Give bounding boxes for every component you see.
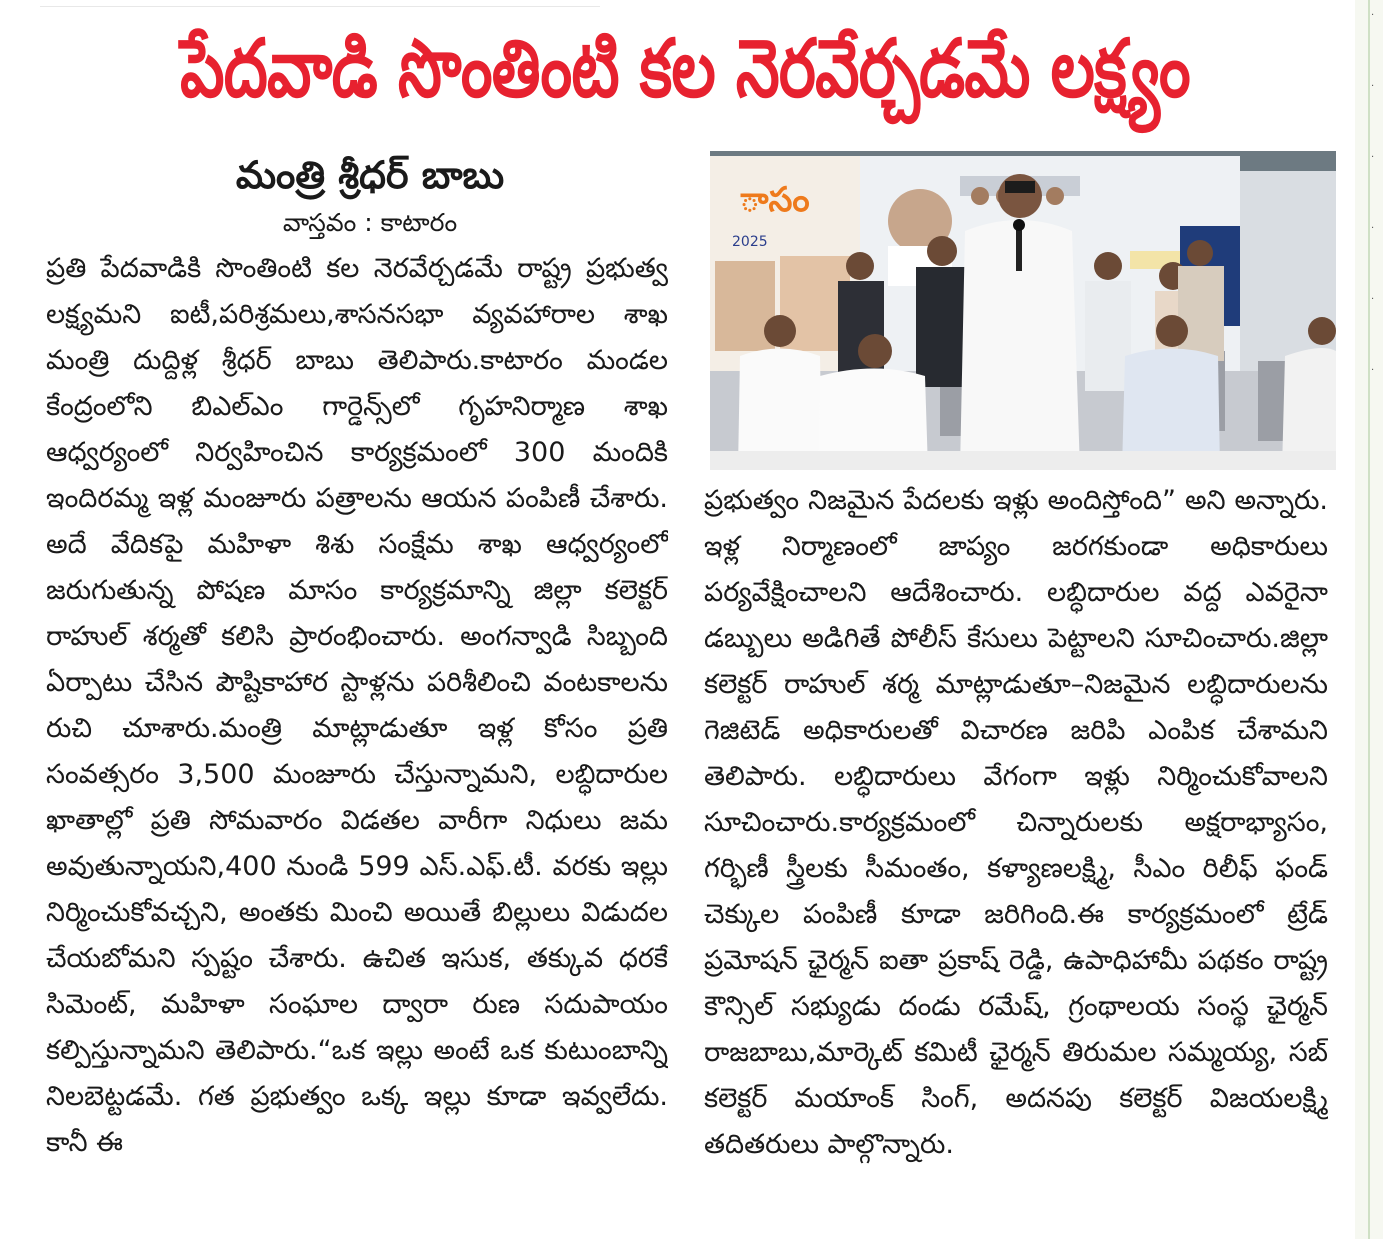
body-paragraph-left: ప్రతి పేదవాడికి సొంతింటి కల నెరవేర్చడమే రాష్ట్ర ప్రభుత్వ లక్ష్యమని ఐటీ,పరిశ్రమలు,శాసనసభా వ్యవహారాల శాఖ మంత్రి దుద్దిళ్ల శ్రీధర్ బాబు తెలిపారు.కాటారం మండల కేంద్రంలోని బిఎల్ఎం గార్డెన్స్‌లో గృహనిర్మాణ శాఖ ఆధ్వర్యంలో నిర్వహించిన కార్యక్రమంలో 300 మందికి ఇందిరమ్మ ఇళ్ల మంజూరు పత్రాలను ఆయన పంపిణీ చేశారు. అదే వేదికపై మహిళా శిశు సంక్షేమ శాఖ ఆధ్వర్యంలో జరుగుతున్న పోషణ మాసం కార్యక్రమాన్ని జిల్లా కలెక్టర్ రాహుల్ శర్మతో కలిసి ప్రారంభించారు. అంగన్వాడి సిబ్బంది ఏర్పాటు చేసిన పౌష్టికాహార స్టాళ్లను పరిశీలించి వంటకాలను రుచి చూశారు.మంత్రి మాట్లాడుతూ ఇళ్ల కోసం ప్రతి సంవత్సరం 3,500 మంజూరు చేస్తున్నామని, లబ్ధిదారుల ఖాతాల్లో ప్రతి సోమవారం విడతల వారీగా నిధులు జమ అవుతున్నాయని,400 నుండి 599 ఎస్.ఎఫ్.టీ. వరకు ఇల్లు నిర్మించుకోవచ్చని, అంతకు మించి అయితే బిల్లులు విడుదల చేయబోమని స్పష్టం చేశారు. ఉచిత ఇసుక, తక్కువ ధరకే సిమెంట్, మహిళా సంఘాల ద్వారా రుణ సదుపాయం కల్పిస్తున్నామని తెలిపారు.“ఒక ఇల్లు అంటే ఒక కుటుంబాన్ని నిలబెట్టడమే. గత ప్రభుత్వం ఒక్క ఇల్లు కూడా ఇవ్వలేదు. కానీ ఈ [46,253,668,1158]
margin-marks: · · · · · · [1371,10,1375,376]
event-photo [710,151,1336,470]
margin-rule [1368,0,1370,1239]
clipping-top-edge [40,0,600,7]
article-dateline: వాస్తవం : కాటారం [282,208,458,237]
article-body-left-column [46,246,668,1212]
article-subheadline: మంత్రి శ్రీధర్ బాబు [235,153,505,197]
banner-text: ాసం [740,180,810,220]
article-headline: పేదవాడి సొంతింటి కల నెరవేర్చడమే లక్ష్యం [180,22,1190,115]
banner-year: 2025 [732,234,768,250]
article-body-right-column [704,478,1328,1214]
body-paragraph-right: ప్రభుత్వం నిజమైన పేదలకు ఇళ్లు అందిస్తోంది” అని అన్నారు. ఇళ్ల నిర్మాణంలో జాప్యం జరగకుండా అధికారులు పర్యవేక్షించాలని ఆదేశించారు. లబ్ధిదారుల వద్ద ఎవరైనా డబ్బులు అడిగితే పోలీస్ కేసులు పెట్టాలని సూచించారు.జిల్లా కలెక్టర్ రాహుల్ శర్మ మాట్లాడుతూ–నిజమైన లబ్ధిదారులను గెజిటెడ్ అధికారులతో విచారణ జరిపి ఎంపిక చేశామని తెలిపారు. లబ్ధిదారులు వేగంగా ఇళ్లు నిర్మించుకోవాలని సూచించారు.కార్యక్రమంలో చిన్నారులకు అక్షరాభ్యాసం, గర్భిణీ స్త్రీలకు సీమంతం, కళ్యాణలక్ష్మి, సీఎం రిలీఫ్ ఫండ్ చెక్కుల పంపిణీ కూడా జరిగింది.ఈ కార్యక్రమంలో ట్రేడ్ ప్రమోషన్ ఛైర్మన్ ఐతా ప్రకాష్ రెడ్డి, ఉపాధిహామీ పథకం రాష్ట్ర కౌన్సిల్ సభ్యుడు దండు రమేష్, గ్రంథాలయ సంస్థ ఛైర్మన్ రాజబాబు,మార్కెట్ కమిటీ ఛైర్మన్ తిరుమల సమ్మయ్య, సబ్ కలెక్టర్ మయాంక్ సింగ్, అదనపు కలెక్టర్ విజయలక్ష్మి తదితరులు పాల్గొన్నారు. [704,485,1328,1160]
